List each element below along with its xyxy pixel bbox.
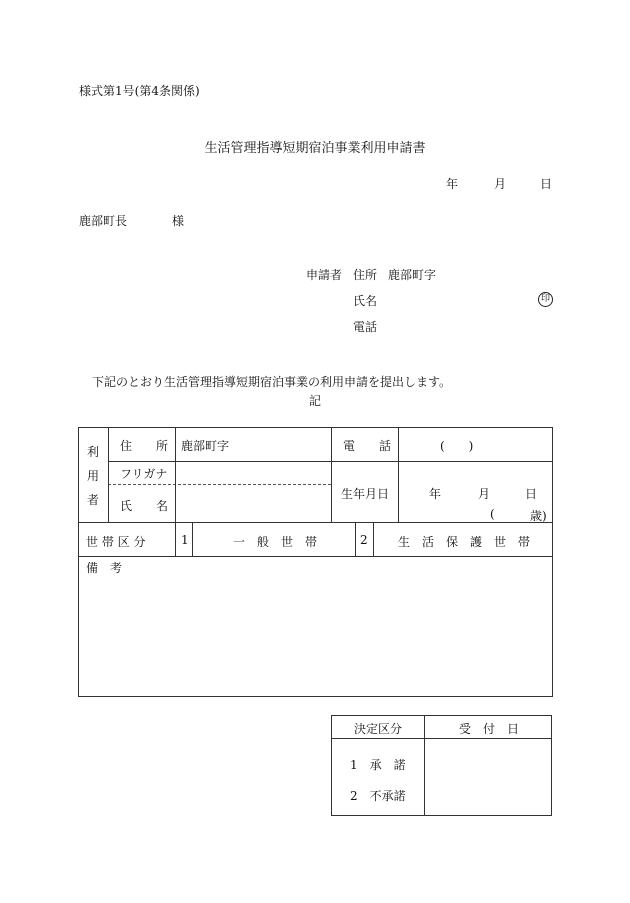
date-year: 年 xyxy=(446,177,459,191)
col-divider xyxy=(424,715,425,816)
birth-year: 年 xyxy=(429,487,442,501)
birth-day: 日 xyxy=(525,487,538,501)
ki-label: 記 xyxy=(309,394,322,408)
col-divider xyxy=(355,522,356,556)
phone-label: 電 話 xyxy=(343,439,392,453)
applicant-label: 申請者 xyxy=(306,268,343,282)
col-divider xyxy=(373,522,374,556)
form-title: 生活管理指導短期宿泊事業利用申請書 xyxy=(204,141,426,156)
col-divider xyxy=(175,427,176,522)
user-label-char: 用 xyxy=(87,469,100,483)
form-number: 様式第1号(第4条関係) xyxy=(79,84,200,98)
household-label: 世 帯 区 分 xyxy=(86,535,146,549)
address-value: 鹿部町字 xyxy=(181,439,230,453)
approve-option: 1 承 諾 xyxy=(350,758,406,772)
address-label: 住 所 xyxy=(120,439,169,453)
birth-label: 生年月日 xyxy=(341,487,390,501)
row-divider xyxy=(331,738,552,739)
birth-month: 月 xyxy=(478,487,491,501)
option1-number: 1 xyxy=(181,533,189,547)
applicant-phone-label: 電話 xyxy=(353,320,378,334)
applicant-address-label: 住所 xyxy=(353,268,378,282)
remarks-label: 備 考 xyxy=(86,561,123,575)
age-open: ( xyxy=(490,507,495,521)
option2-label: 生 活 保 護 世 帯 xyxy=(398,535,531,549)
col-divider xyxy=(108,427,109,522)
date-month: 月 xyxy=(494,177,507,191)
addressee-honorific: 様 xyxy=(172,214,185,228)
applicant-name-label: 氏名 xyxy=(353,294,378,308)
furigana-divider xyxy=(108,484,331,485)
receipt-label: 受 付 日 xyxy=(459,722,520,736)
addressee-name: 鹿部町長 xyxy=(79,214,128,228)
phone-value: ( ) xyxy=(440,439,474,453)
date-day: 日 xyxy=(540,177,553,191)
seal-mark-icon: 印 xyxy=(538,292,553,307)
col-divider xyxy=(398,427,399,522)
user-label-char: 者 xyxy=(87,493,100,507)
user-label-char: 利 xyxy=(87,445,100,459)
age-close: 歳) xyxy=(530,509,547,523)
name-label: 氏 名 xyxy=(120,499,169,513)
col-divider xyxy=(331,427,332,522)
decision-label: 決定区分 xyxy=(354,722,403,736)
intro-text: 下記のとおり生活管理指導短期宿泊事業の利用申請を提出します。 xyxy=(92,375,452,389)
row-divider xyxy=(78,522,553,523)
furigana-label: フリガナ xyxy=(120,467,168,481)
col-divider xyxy=(175,522,176,556)
option2-number: 2 xyxy=(360,533,368,547)
row-divider xyxy=(78,556,553,557)
option1-label: 一 般 世 帯 xyxy=(233,535,318,549)
reject-option: 2 不承諾 xyxy=(350,789,406,803)
col-divider xyxy=(192,522,193,556)
applicant-address-value: 鹿部町字 xyxy=(388,268,437,282)
